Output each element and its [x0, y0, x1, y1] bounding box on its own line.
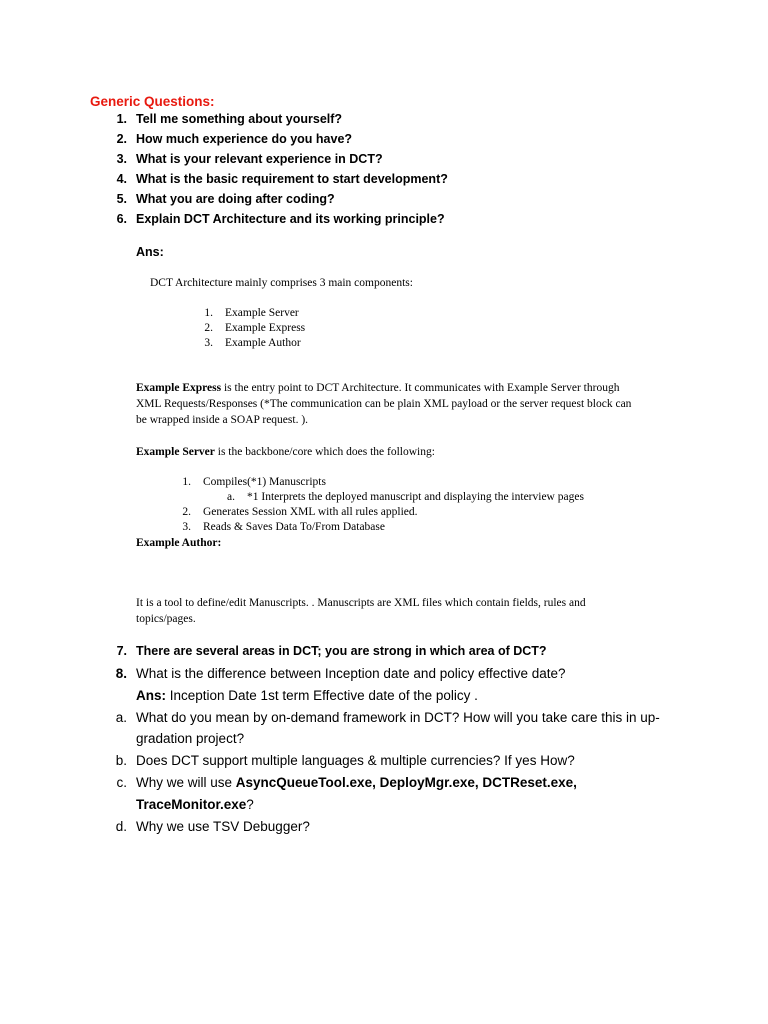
question-c: c. Why we will use AsyncQueueTool.exe, DeployMgr.exe, DCTReset.exe, — [116, 775, 577, 790]
question-6: 6. Explain DCT Architecture and its working principle? — [116, 212, 445, 226]
question-8: 8. What is the difference between Inception date and policy effective date? — [115, 666, 566, 681]
question-d: d. Why we use TSV Debugger? — [115, 819, 310, 834]
architecture-intro: DCT Architecture mainly comprises 3 main components: — [150, 277, 413, 289]
question-2: 2. How much experience do you have? — [116, 132, 353, 146]
question-7: 7. There are several areas in DCT; you are strong in which area of DCT? — [116, 644, 547, 658]
component-item: 1. Example Server — [204, 307, 299, 319]
section-heading: Generic Questions: — [90, 94, 215, 109]
server-item: 3. Reads & Saves Data To/From Database — [182, 521, 385, 533]
server-paragraph: Example Server is the backbone/core which does the following: — [136, 446, 435, 458]
question-5: 5. What you are doing after coding? — [116, 192, 335, 206]
question-3: 3. What is your relevant experience in DCT? — [116, 152, 383, 166]
author-heading: Example Author: — [136, 537, 222, 549]
express-paragraph-line: Example Express is the entry point to DCT Architecture. It communicates with Example Server through — [136, 382, 620, 394]
question-4: 4. What is the basic requirement to start development? — [116, 172, 448, 186]
answer-label: Ans: — [136, 245, 164, 259]
component-item: 2. Example Express — [204, 322, 306, 334]
server-item: 2. Generates Session XML with all rules applied. — [182, 506, 418, 518]
author-paragraph-line: topics/pages. — [136, 613, 196, 625]
question-c-continued: TraceMonitor.exe? — [136, 797, 254, 812]
question-a-continued: gradation project? — [136, 731, 245, 746]
server-subitem: a. *1 Interprets the deployed manuscript and displaying the interview pages — [227, 491, 584, 503]
server-item: 1. Compiles(*1) Manuscripts — [182, 476, 326, 488]
question-1: 1. Tell me something about yourself? — [116, 112, 343, 126]
component-item: 3. Example Author — [204, 337, 301, 349]
question-b: b. Does DCT support multiple languages & multiple currencies? If yes How? — [115, 753, 575, 768]
question-a: a. What do you mean by on-demand framework in DCT? How will you take care this in up- — [115, 710, 660, 725]
express-paragraph-line: XML Requests/Responses (*The communication can be plain XML payload or the server request block can — [136, 398, 632, 410]
question-8-answer: Ans: Inception Date 1st term Effective date of the policy . — [136, 688, 478, 703]
express-paragraph-line: be wrapped inside a SOAP request. ). — [136, 414, 309, 426]
author-paragraph-line: It is a tool to define/edit Manuscripts. . Manuscripts are XML files which contain fields, rules and — [136, 597, 586, 609]
